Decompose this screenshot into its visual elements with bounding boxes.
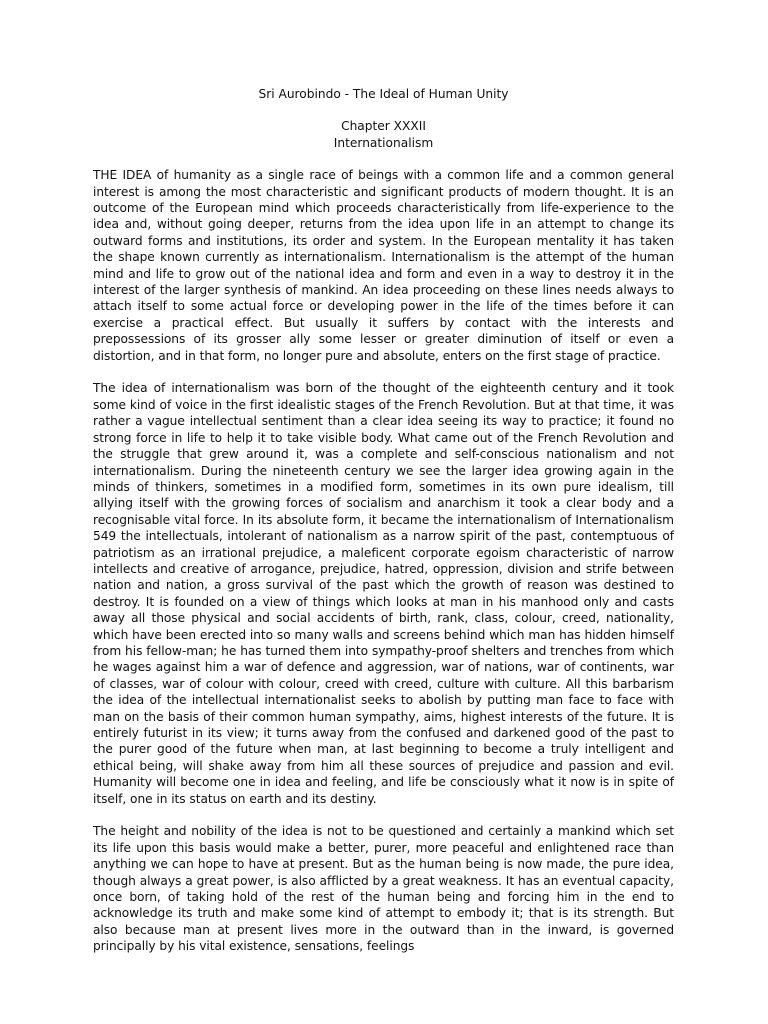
- paragraph-2: The idea of internationalism was born of the thought of the eighteenth century and it took some kind of voice in the first idealistic stages of the French Revolution. But at that time, it was rather a vague intellectual sentiment than a clear idea seeing its way to practice; it found no strong force in life to help it to take visible body. What came out of the French Revolution and the struggle that grew around it, was a complete and self-conscious nationalism and not internationalism. During the nineteenth century we see the larger idea growing again in the minds of thinkers, sometimes in a modified form, sometimes in its own pure idealism, till allying itself with the growing forces of socialism and anarchism it took a clear body and a recognisable vital force. In its absolute form, it became the internationalism of Internationalism 549 the intellectuals, intolerant of nationalism as a narrow spirit of the past, contemptuous of patriotism as an irrational prejudice, a maleficent corporate egoism characteristic of narrow intellects and creative of arrogance, prejudice, hatred, oppression, division and strife between nation and nation, a gross survival of the past which the growth of reason was destined to destroy. It is founded on a view of things which looks at man in his manhood only and casts away all those physical and social accidents of birth, rank, class, colour, creed, nationality, which have been erected into so many walls and screens behind which man has hidden himself from his fellow-man; he has turned them into sympathy-proof shelters and trenches from which he wages against him a war of defence and aggression, war of nations, war of continents, war of classes, war of colour with colour, creed with creed, culture with culture. All this barbarism the idea of the intellectual internationalist seeks to abolish by putting man face to face with man on the basis of their common human sympathy, aims, highest interests of the future. It is entirely futurist in its view; it turns away from the confused and darkened good of the past to the purer good of the future when man, at last beginning to become a truly intelligent and ethical being, will shake away from him all these sources of prejudice and passion and evil. Humanity will become one in idea and feeling, and life be consciously what it now is in spite of itself, one in its status on earth and its destiny.: [93, 381, 674, 806]
- chapter-title: Internationalism: [333, 135, 434, 150]
- document-title: Sri Aurobindo - The Ideal of Human Unity: [258, 87, 509, 101]
- paragraph-3: The height and nobility of the idea is not to be questioned and certainly a mankind which set its life upon this basis would make a better, purer, more peaceful and enlightened race than anything we can hope to have at present. But as the human being is now made, the pure idea, though always a great power, is also afflicted by a great weakness. It has an eventual capacity, once born, of taking hold of the rest of the human being and forcing him in the end to acknowledge its truth and make some kind of attempt to embody it; that is its strength. But also because man at present lives more in the outward than in the inward, is governed principally by his vital existence, sensations, feelings: [93, 824, 674, 954]
- paragraph-1: THE IDEA of humanity as a single race of beings with a common life and a common general interest is among the most characteristic and significant products of modern thought. It is an outcome of the European mind which proceeds characteristically from life-experience to the idea and, without going deeper, returns from the idea upon life in an attempt to change its outward forms and institutions, its order and system. In the European mentality it has taken the shape known currently as internationalism. Internationalism is the attempt of the human mind and life to grow out of the national idea and form and even in a way to destroy it in the interest of the larger synthesis of mankind. An idea proceeding on these lines needs always to attach itself to some actual force or developing power in the life of the times before it can exercise a practical effect. But usually it suffers by contact with the interests and prepossessions of its grosser ally some lesser or greater diminution of itself or even a distortion, and in that form, no longer pure and absolute, enters on the first stage of practice.: [93, 168, 674, 363]
- document-page: [93, 86, 674, 971]
- chapter-number: Chapter XXXII: [341, 119, 426, 134]
